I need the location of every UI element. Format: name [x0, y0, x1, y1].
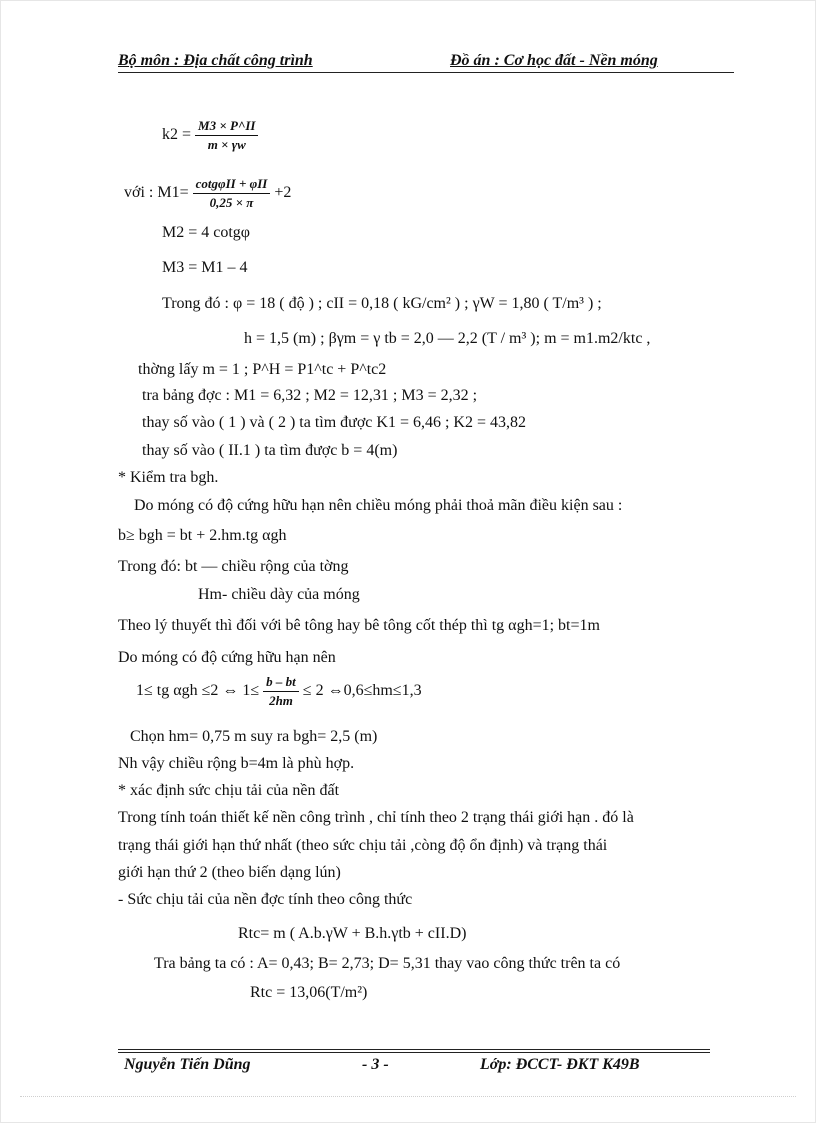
text-line: Trong đó : φ = 18 ( độ ) ; cII = 0,18 ( kG/cm² ) ; γW = 1,80 ( T/m³ ) ; — [162, 295, 602, 312]
header-left: Bộ môn : Địa chất công trình — [118, 52, 313, 69]
text-line: Theo lý thuyết thì đối với bê tông hay bê tông cốt thép thì tg αgh=1; bt=1m — [118, 617, 600, 634]
text-line: Nh vậy chiều rộng b=4m là phù hợp. — [118, 755, 355, 772]
text-line: Do móng có độ cứng hữu hạn nên chiều móng phải thoả mãn điều kiện sau : — [134, 497, 623, 514]
inequality-right: ≤ 2 ⇔0,6≤hm≤1,3 — [302, 682, 422, 700]
formula-m1 — [124, 176, 291, 211]
text-line: thay số vào ( 1 ) và ( 2 ) ta tìm được K1 = 6,46 ; K2 = 43,82 — [142, 414, 527, 431]
m1-denominator: 0,25 × π — [209, 195, 254, 210]
m1-numerator: cotgφII + φII — [193, 176, 271, 194]
text-line: - Sức chịu tải của nền đợc tính theo công thức — [118, 891, 413, 908]
footer-page-number: - 3 - — [362, 1056, 389, 1073]
text-line: Do móng có độ cứng hữu hạn nên — [118, 649, 336, 666]
footer-rule-bottom — [118, 1052, 710, 1053]
formula-rtc: Rtc= m ( A.b.γW + B.h.γtb + cII.D) — [238, 925, 467, 942]
footer-class: Lớp: ĐCCT- ĐKT K49B — [480, 1056, 640, 1073]
footer-author: Nguyễn Tiến Dũng — [124, 1056, 251, 1073]
k2-numerator: M3 × P^II — [195, 118, 258, 136]
formula-m3: M3 = M1 – 4 — [162, 259, 248, 276]
m1-tail: +2 — [274, 184, 292, 202]
text-line: thay số vào ( II.1 ) ta tìm được b = 4(m) — [142, 442, 398, 459]
k2-fraction — [195, 118, 258, 153]
text-line: thờng lấy m = 1 ; P^H = P1^tc + P^tc2 — [138, 361, 387, 378]
k2-denominator: m × γw — [207, 137, 246, 152]
page-header — [118, 52, 734, 72]
text-line: Tra bảng ta có : A= 0,43; B= 2,73; D= 5,31 thay vao công thức trên ta có — [154, 955, 621, 972]
text-line: Trong đó: bt — chiều rộng của tờng — [118, 558, 349, 575]
text-line: Chọn hm= 0,75 m suy ra bgh= 2,5 (m) — [130, 728, 378, 745]
inequality-numerator: b – bt — [263, 674, 299, 692]
header-rule — [118, 72, 734, 73]
result-rtc: Rtc = 13,06(T/m²) — [250, 984, 368, 1001]
inequality-left: 1≤ tg αgh ≤2 ⇔ 1≤ — [136, 682, 260, 700]
footer-rule-top — [118, 1049, 710, 1050]
text-line: h = 1,5 (m) ; βγm = γ tb = 2,0 — 2,2 (T / m³ ); m = m1.m2/ktc , — [244, 330, 651, 347]
inequality-fraction — [263, 674, 299, 709]
m1-lhs: với : M1= — [124, 184, 189, 202]
section-heading: * Kiểm tra bgh. — [118, 469, 219, 486]
text-line: Trong tính toán thiết kế nền công trình , chỉ tính theo 2 trạng thái giới hạn . đó là — [118, 809, 634, 826]
m1-fraction — [193, 176, 271, 211]
k2-lhs: k2 = — [162, 126, 192, 144]
inequality-denominator: 2hm — [269, 693, 293, 708]
formula-k2 — [162, 118, 258, 153]
text-line: trạng thái giới hạn thứ nhất (theo sức chịu tải ,còng độ ổn định) và trạng thái — [118, 837, 608, 854]
text-line: b≥ bgh = bt + 2.hm.tg αgh — [118, 527, 287, 544]
text-line: giới hạn thứ 2 (theo biến dạng lún) — [118, 864, 341, 881]
section-heading: * xác định sức chịu tải của nền đất — [118, 782, 340, 799]
formula-m2: M2 = 4 cotgφ — [162, 224, 251, 241]
text-line: Hm- chiều dày của móng — [198, 586, 360, 603]
inequality-formula — [136, 674, 422, 709]
text-line: tra bảng đợc : M1 = 6,32 ; M2 = 12,31 ; M3 = 2,32 ; — [142, 387, 478, 404]
header-right: Đồ án : Cơ học đất - Nền móng — [450, 52, 658, 69]
page-bottom-divider — [20, 1096, 796, 1097]
